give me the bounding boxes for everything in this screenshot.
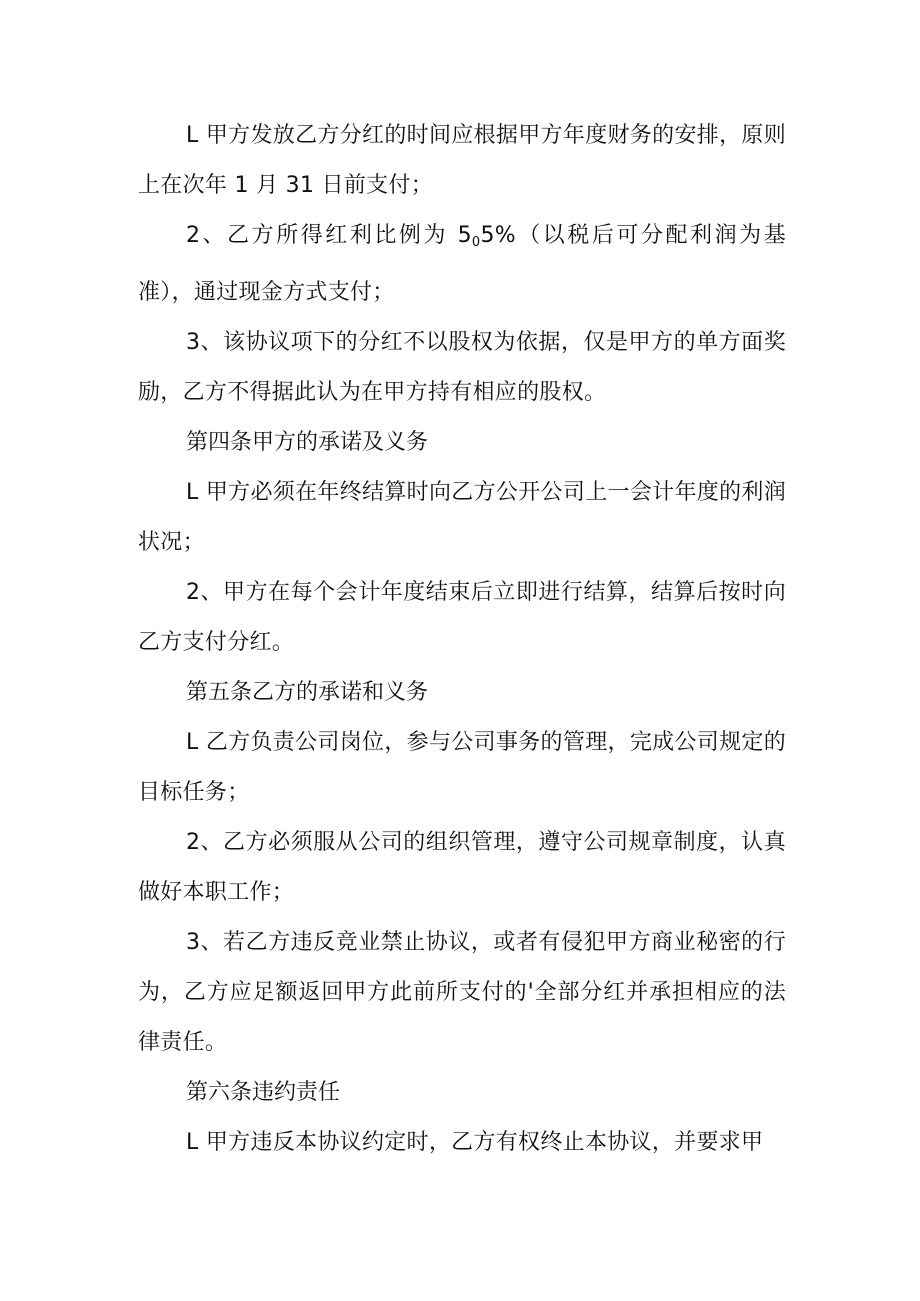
clause-paragraph: L 甲方发放乙方分红的时间应根据甲方年度财务的安排，原则上在次年 1 月 31 日前支付； — [138, 123, 786, 198]
article-heading: 第六条违约责任 — [186, 1080, 341, 1105]
clause-paragraph: L 甲方违反本协议约定时，乙方有权终止本协议，并要求甲 — [186, 1130, 764, 1155]
clause-paragraph: 3、若乙方违反竞业禁止协议，或者有侵犯甲方商业秘密的行为，乙方应足额返回甲方此前所支付的'全部分红并承担相应的法律责任。 — [138, 930, 786, 1055]
clause-paragraph — [138, 211, 786, 318]
document-body — [138, 111, 786, 1168]
clause-paragraph: 2、甲方在每个会计年度结束后立即进行结算，结算后按时向乙方支付分红。 — [138, 580, 786, 655]
clause-subscript: 0 — [471, 235, 481, 250]
article-heading: 第四条甲方的承诺及义务 — [186, 430, 429, 455]
article-heading: 第五条乙方的承诺和义务 — [186, 680, 429, 705]
clause-paragraph: L 甲方必须在年终结算时向乙方公开公司上一会计年度的利润状况； — [138, 480, 786, 555]
clause-paragraph: 2、乙方必须服从公司的组织管理，遵守公司规章制度，认真做好本职工作； — [138, 830, 786, 905]
clause-paragraph: L 乙方负责公司岗位，参与公司事务的管理，完成公司规定的目标任务； — [138, 730, 786, 805]
clause-paragraph: 3、该协议项下的分红不以股权为依据，仅是甲方的单方面奖励，乙方不得据此认为在甲方持有相应的股权。 — [138, 330, 786, 405]
clause-text-before: 2、乙方所得红利比例为 5 — [186, 223, 472, 248]
clause-text-after: 5%（以税后可分配利润为基准），通过现金方式支付； — [138, 223, 786, 305]
